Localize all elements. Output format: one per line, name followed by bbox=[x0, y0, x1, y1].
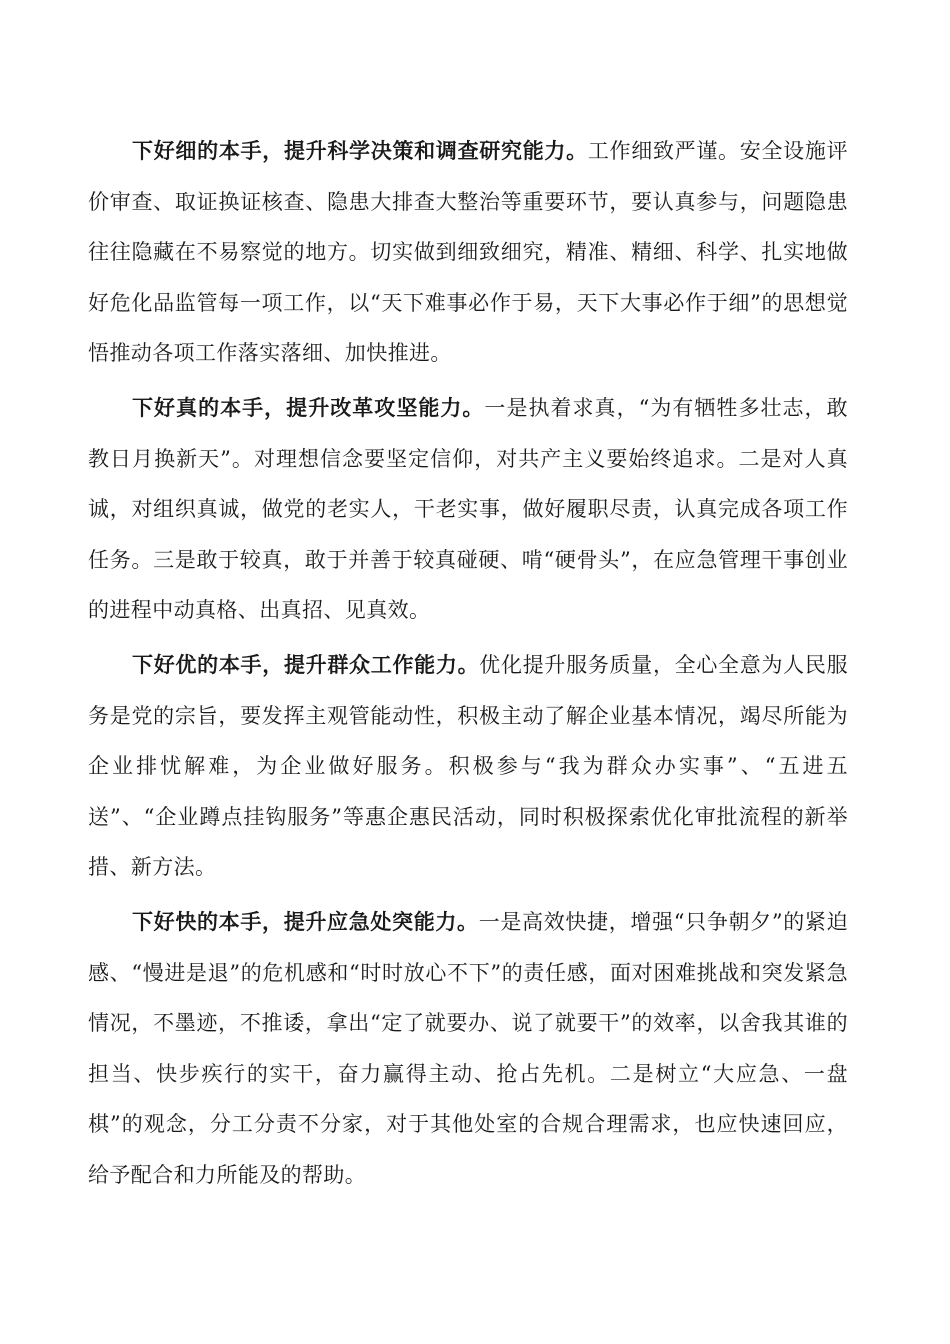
paragraph-lead: 下好快的本手，提升应急处突能力。 bbox=[132, 908, 479, 934]
paragraph-speed bbox=[88, 897, 848, 1201]
paragraph-lead: 下好真的本手，提升改革攻坚能力。 bbox=[132, 394, 485, 420]
paragraph-body: 一是高效快捷，增强“只争朝夕”的紧迫感、“慢进是退”的危机感和“时时放心不下”的责任感，面对困难挑战和突发紧急情况，不墨迹，不推诿，拿出“定了就要办、说了就要干”的效率，以舍我其谁的担当、快步疾行的实干，奋力赢得主动、抢占先机。二是树立“大应急、一盘棋”的观念，分工分责不分家，对于其他处室的合规合理需求，也应快速回应，给予配合和力所能及的帮助。 bbox=[88, 909, 849, 1187]
paragraph-body: 优化提升服务质量，全心全意为人民服务是党的宗旨，要发挥主观管能动性，积极主动了解企业基本情况，竭尽所能为企业排忧解难，为企业做好服务。积极参与“我为群众办实事”、“五进五送”、“企业蹲点挂钩服务”等惠企惠民活动，同时积极探索优化审批流程的新举措、新方法。 bbox=[88, 652, 848, 880]
paragraph-quality bbox=[88, 640, 848, 893]
document-page bbox=[88, 126, 848, 1204]
paragraph-body: 工作细致严谨。安全设施评价审查、取证换证核查、隐患大排查大整治等重要环节，要认真参与，问题隐患往往隐藏在不易察觉的地方。切实做到细致细究，精准、精细、科学、扎实地做好危化品监管每一项工作，以“天下难事必作于易，天下大事必作于细”的思想觉悟推动各项工作落实落细、加快推进。 bbox=[88, 139, 848, 366]
paragraph-detail bbox=[88, 126, 848, 379]
paragraph-body: 一是执着求真，“为有牺牲多壮志，敢教日月换新天”。对理想信念要坚定信仰，对共产主义要始终追求。二是对人真诚，对组织真诚，做党的老实人，干老实事，做好履职尽责，认真完成各项工作任务。三是敢于较真，敢于并善于较真碰硬、啃“硬骨头”，在应急管理干事创业的进程中动真格、出真招、见真效。 bbox=[88, 395, 848, 623]
paragraph-lead: 下好优的本手，提升群众工作能力。 bbox=[132, 651, 480, 677]
paragraph-truth bbox=[88, 383, 848, 636]
paragraph-lead: 下好细的本手，提升科学决策和调查研究能力。 bbox=[132, 138, 588, 163]
